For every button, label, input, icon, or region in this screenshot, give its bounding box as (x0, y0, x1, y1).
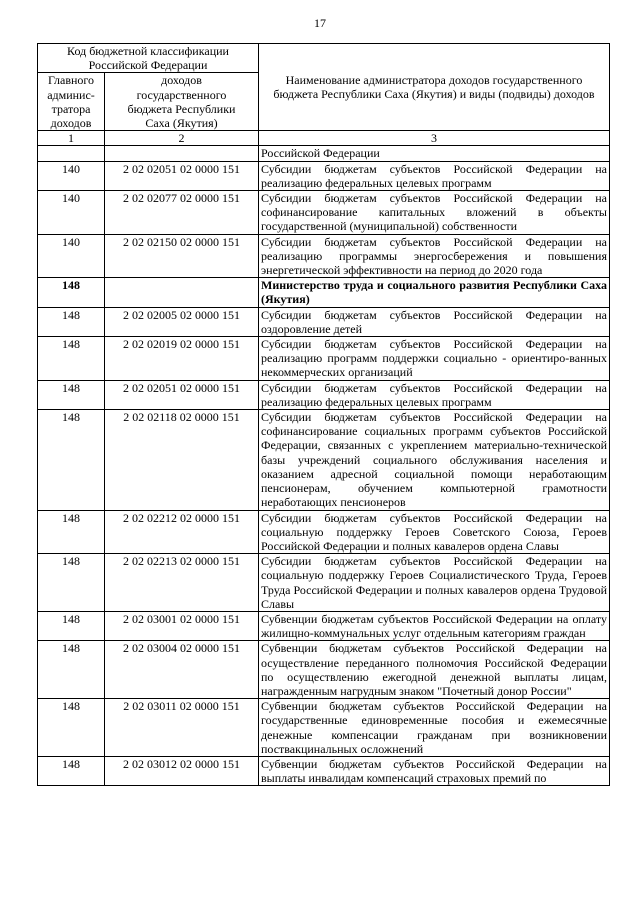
table-row (38, 510, 610, 554)
budget-code-cell: 2 02 02051 02 0000 151 (105, 380, 259, 409)
admin-code-cell: 140 (38, 191, 105, 235)
revenue-name-cell: Субвенции бюджетам субъектов Российской Федерации на государственные единовременные пособия и ежемесячные денежные компенсации гражданам при возникновении поствакцинальных осложнений (259, 699, 610, 757)
admin-code-cell: 140 (38, 234, 105, 278)
admin-code-cell: 148 (38, 307, 105, 336)
admin-code-cell (38, 146, 105, 161)
table-row (38, 234, 610, 278)
header-col1: Главного админис-тратора доходов (38, 73, 105, 131)
admin-code-cell: 148 (38, 641, 105, 699)
budget-code-cell: 2 02 02213 02 0000 151 (105, 554, 259, 612)
budget-code-cell: 2 02 02051 02 0000 151 (105, 161, 259, 190)
budget-code-cell: 2 02 02212 02 0000 151 (105, 510, 259, 554)
revenue-name-cell: Субсидии бюджетам субъектов Российской Федерации на социальную поддержку Героев Социалистического Труда, Героев Труда Российской Федерации и полных кавалеров ордена Трудовой Славы (259, 554, 610, 612)
table-row (38, 756, 610, 785)
header-group-title: Код бюджетной классификации Российской Федерации (38, 44, 259, 73)
table-row (38, 641, 610, 699)
revenue-name-cell: Субсидии бюджетам субъектов Российской Федерации на софинансирование социальных программ субъектов Российской Федерации, связанных с укреплением материально-технической базы учреждений социального обслуживания населения и оказанием адресной социальной помощи неработающим пенсионерам, обучением компьютерной грамотности неработающих пенсионеров (259, 410, 610, 510)
header-num1: 1 (38, 131, 105, 146)
revenue-name-cell: Субсидии бюджетам субъектов Российской Федерации на реализацию федеральных целевых программ (259, 380, 610, 409)
admin-code-cell: 140 (38, 161, 105, 190)
budget-code-cell: 2 02 03012 02 0000 151 (105, 756, 259, 785)
table-row (38, 161, 610, 190)
admin-code-cell: 148 (38, 554, 105, 612)
table-row (38, 191, 610, 235)
header-num3: 3 (259, 131, 610, 146)
budget-code-cell: 2 02 03001 02 0000 151 (105, 611, 259, 640)
revenue-name-cell: Субсидии бюджетам субъектов Российской Федерации на софинансирование капитальных вложений в объекты государственной (муниципальной) собственности (259, 191, 610, 235)
budget-code-cell (105, 278, 259, 307)
page-number: 17 (314, 16, 326, 30)
table-row (38, 699, 610, 757)
revenue-name-cell: Субсидии бюджетам субъектов Российской Федерации на реализацию федеральных целевых программ (259, 161, 610, 190)
revenue-name-cell: Субвенции бюджетам субъектов Российской Федерации на оплату жилищно-коммунальных услуг отдельным категориям граждан (259, 611, 610, 640)
budget-code-cell: 2 02 02077 02 0000 151 (105, 191, 259, 235)
table-row (38, 146, 610, 161)
header-col3: Наименование администратора доходов государственного бюджета Республики Саха (Якутия) и виды (подвиды) доходов (259, 44, 610, 131)
table-row (38, 410, 610, 510)
budget-code-cell: 2 02 02019 02 0000 151 (105, 337, 259, 381)
budget-code-cell: 2 02 02005 02 0000 151 (105, 307, 259, 336)
header-num2: 2 (105, 131, 259, 146)
admin-code-cell: 148 (38, 699, 105, 757)
table-row (38, 307, 610, 336)
budget-code-cell: 2 02 03004 02 0000 151 (105, 641, 259, 699)
revenue-name-cell: Субсидии бюджетам субъектов Российской Федерации на оздоровление детей (259, 307, 610, 336)
table-row (38, 337, 610, 381)
table-row (38, 611, 610, 640)
admin-code-cell: 148 (38, 410, 105, 510)
header-col2: доходов государственного бюджета Республики Саха (Якутия) (105, 73, 259, 131)
admin-code-cell: 148 (38, 756, 105, 785)
admin-code-cell: 148 (38, 611, 105, 640)
table-body (38, 146, 610, 786)
admin-code-cell: 148 (38, 278, 105, 307)
budget-code-cell: 2 02 02150 02 0000 151 (105, 234, 259, 278)
budget-code-cell: 2 02 02118 02 0000 151 (105, 410, 259, 510)
revenue-name-cell: Субсидии бюджетам субъектов Российской Федерации на социальную поддержку Героев Советского Союза, Героев Российской Федерации и полных кавалеров ордена Славы (259, 510, 610, 554)
revenue-name-cell: Министерство труда и социального развития Республики Саха (Якутия) (259, 278, 610, 307)
revenue-name-cell: Российской Федерации (259, 146, 610, 161)
table-row (38, 380, 610, 409)
budget-code-cell: 2 02 03011 02 0000 151 (105, 699, 259, 757)
table-row (38, 554, 610, 612)
admin-code-cell: 148 (38, 510, 105, 554)
revenue-name-cell: Субсидии бюджетам субъектов Российской Федерации на реализацию программы энергосбережения и повышения энергетической эффективности на период до 2020 года (259, 234, 610, 278)
admin-code-cell: 148 (38, 337, 105, 381)
revenue-name-cell: Субвенции бюджетам субъектов Российской Федерации на осуществление переданного полномочия Российской Федерации по осуществлению ежегодной денежной выплаты лицам, награжденным нагрудным знаком "Почетный донор России" (259, 641, 610, 699)
revenue-name-cell: Субвенции бюджетам субъектов Российской Федерации на выплаты инвалидам компенсаций страховых премий по (259, 756, 610, 785)
table-row (38, 278, 610, 307)
admin-code-cell: 148 (38, 380, 105, 409)
budget-code-cell (105, 146, 259, 161)
revenue-name-cell: Субсидии бюджетам субъектов Российской Федерации на реализацию программ поддержки социально - ориентиро-ванных некоммерческих организаций (259, 337, 610, 381)
budget-classification-table (37, 43, 610, 786)
